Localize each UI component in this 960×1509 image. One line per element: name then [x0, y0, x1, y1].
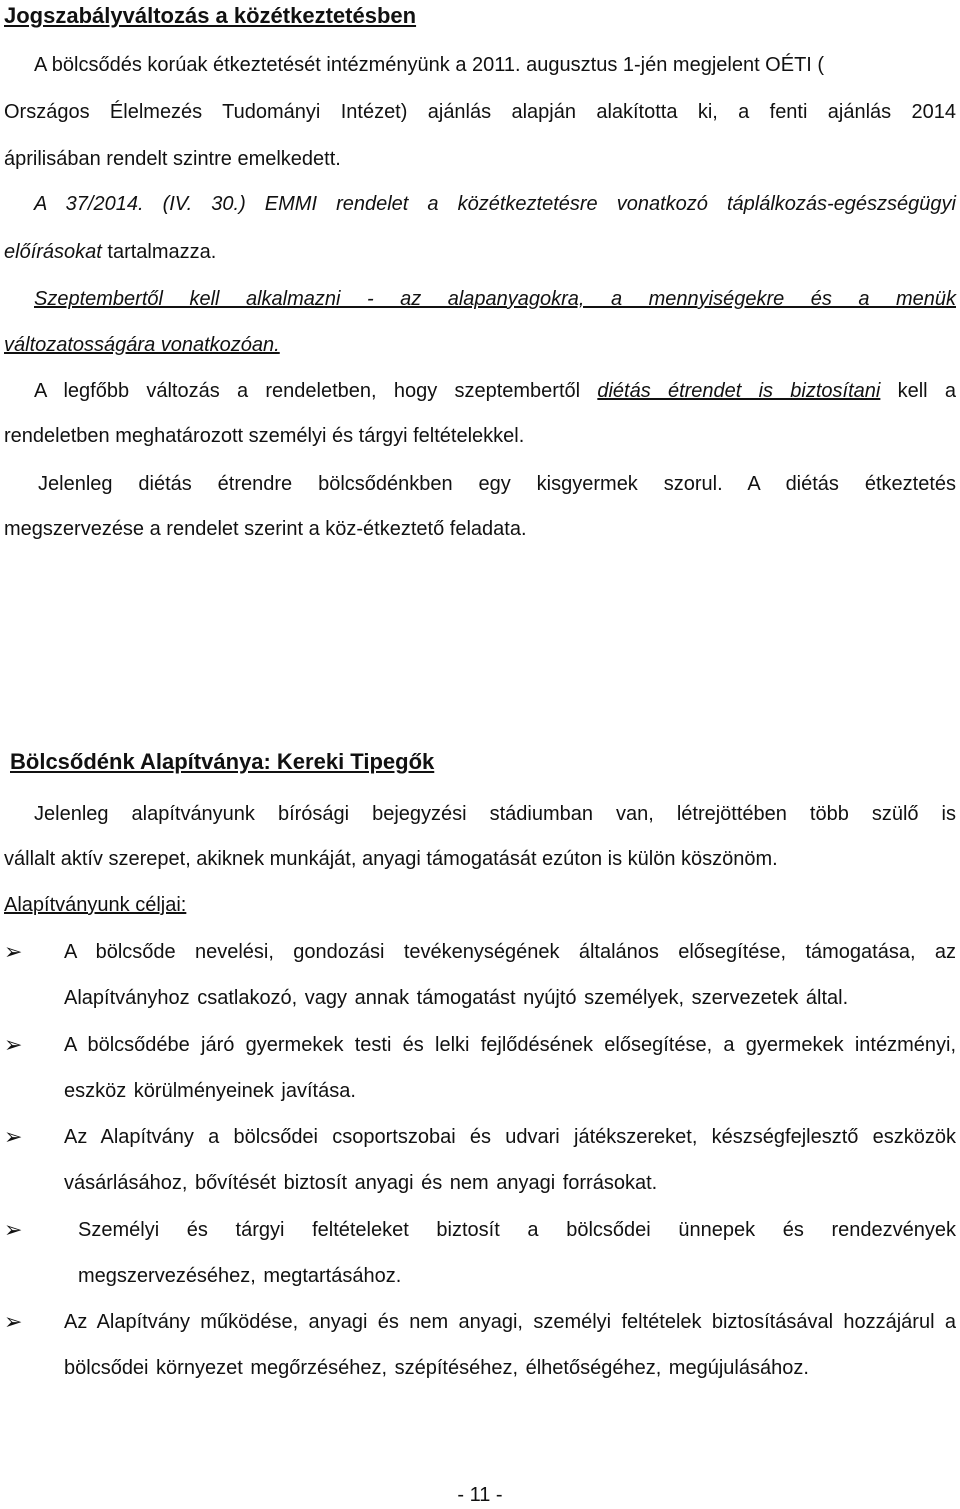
regulation-reference: A 37/2014. (IV. 30.) EMMI rendelet a közétkeztetésre vonatkozó táplálkozás-egészségügyi — [34, 193, 956, 215]
text: kell a — [880, 380, 957, 402]
paragraph-line: áprilisában rendelt szintre emelkedett. — [4, 148, 341, 170]
italic-text: előírásokat — [4, 241, 102, 263]
paragraph-line: Jelenleg alapítványunk bírósági bejegyzési stádiumban van, létrejöttében több szülő is — [34, 803, 956, 825]
text: tartalmazza. — [101, 241, 217, 263]
arrow-bullet-icon: ➢ — [4, 1032, 23, 1057]
page-number: - 11 - — [457, 1484, 503, 1506]
paragraph-line: Országos Élelmezés Tudományi Intézet) ajánlás alapján alakította ki, a fenti ajánlás 2014 — [4, 101, 956, 123]
goal-text: Személyi és tárgyi feltételeket biztosít a bölcsődei ünnepek és rendezvények megszervezéséhez, megtartásához. — [78, 1219, 956, 1287]
goals-heading: Alapítványunk céljai: — [4, 894, 187, 916]
text: A legfőbb változás a rendeletben, hogy szeptembertől — [34, 380, 598, 402]
emphasis-text: diétás étrendet is biztosítani — [597, 380, 881, 402]
goal-text: A bölcsőde nevelési, gondozási tevékenységének általános elősegítése, támogatása, az Alapítványhoz csatlakozó, vagy annak támogatást nyújtó személyek, szervezetek által. — [64, 941, 956, 1009]
goal-text: A bölcsődébe járó gyermekek testi és lelki fejlődésének elősegítése, a gyermekek intézményi, eszköz körülményeinek javítása. — [64, 1034, 956, 1102]
september-notice: Szeptembertől kell alkalmazni - az alapanyagokra, a mennyiségekre és a menük — [34, 288, 956, 310]
goal-text: Az Alapítvány működése, anyagi és nem anyagi, személyi feltételek biztosításával hozzájárul a bölcsődei környezet megőrzéséhez, szépítéséhez, élhetőségéhez, megújulásához. — [64, 1311, 956, 1379]
section-title-legislation: Jogszabályváltozás a közétkeztetésben — [4, 3, 417, 28]
paragraph-line — [4, 377, 956, 405]
goal-text: Az Alapítvány a bölcsődei csoportszobai és udvari játékszereket, készségfejlesztő eszközök vásárlásához, bővítését biztosít anyagi és nem anyagi forrásokat. — [64, 1126, 956, 1194]
arrow-bullet-icon: ➢ — [4, 1217, 23, 1242]
section-title-foundation: Bölcsődénk Alapítványa: Kereki Tipegők — [10, 749, 435, 774]
paragraph-line: vállalt aktív szerepet, akiknek munkáját, anyagi támogatását ezúton is külön köszönöm. — [4, 848, 778, 870]
arrow-bullet-icon: ➢ — [4, 939, 23, 964]
september-notice-cont: változatosságára vonatkozóan. — [4, 334, 280, 356]
paragraph-line: Jelenleg diétás étrendre bölcsődénkben egy kisgyermek szorul. A diétás étkeztetés — [38, 473, 956, 495]
arrow-bullet-icon: ➢ — [4, 1309, 23, 1334]
paragraph-line: megszervezése a rendelet szerint a köz-étkeztető feladata. — [4, 518, 527, 540]
paragraph-line: rendeletben meghatározott személyi és tárgyi feltételekkel. — [4, 425, 525, 447]
paragraph-line — [4, 238, 956, 266]
paragraph-line: A bölcsődés korúak étkeztetését intézményünk a 2011. augusztus 1-jén megjelent OÉTI ( — [34, 54, 825, 76]
arrow-bullet-icon: ➢ — [4, 1124, 23, 1149]
